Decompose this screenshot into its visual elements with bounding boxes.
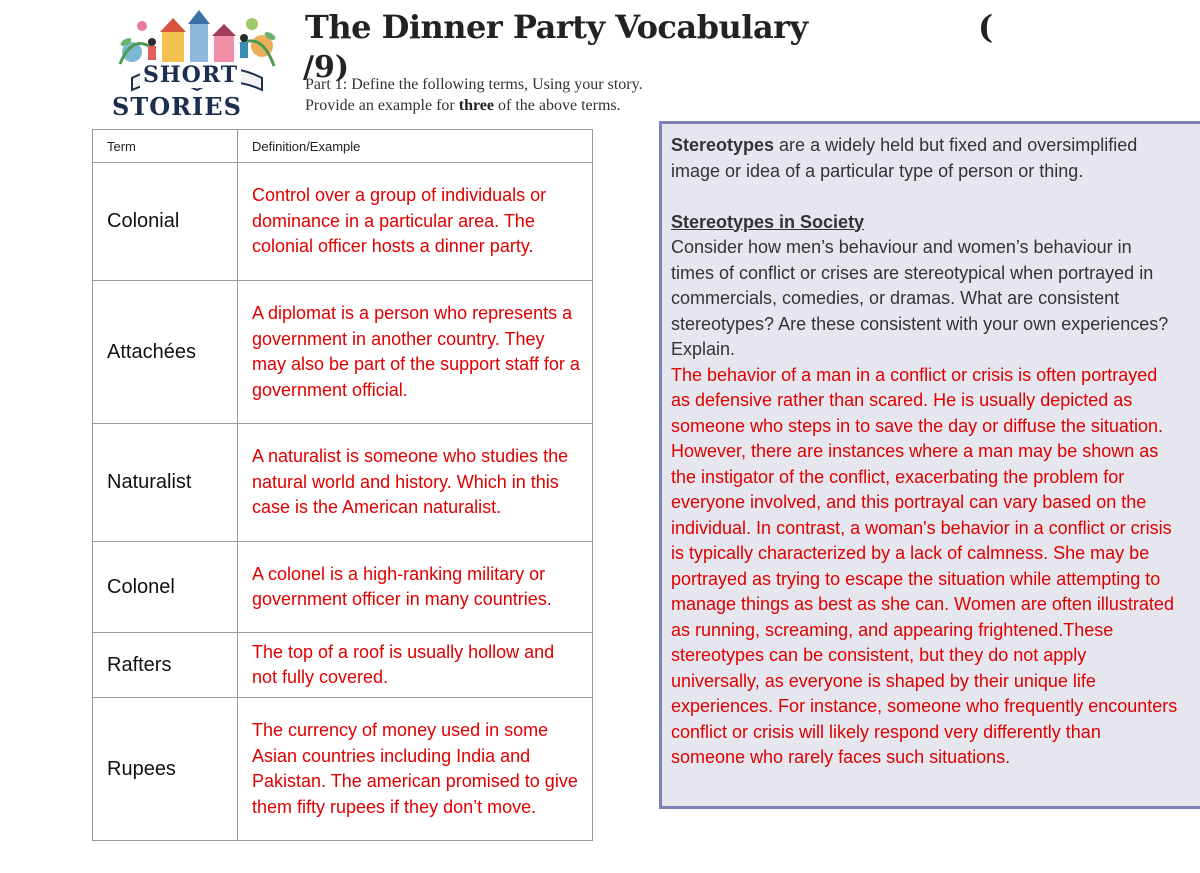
term-cell: Rupees — [93, 698, 238, 841]
answer-line: is typically characterized by a lack of calmness. She may be — [671, 543, 1150, 563]
definition-cell: A naturalist is someone who studies the natural world and history. Which in this case is the American naturalist. — [238, 424, 593, 542]
definition-cell: The top of a roof is usually hollow and not fully covered. — [238, 633, 593, 698]
definition-text: are a widely held but fixed and oversimplified — [774, 135, 1138, 155]
instruction-emphasis: three — [458, 97, 494, 114]
term-cell: Rafters — [93, 633, 238, 698]
table-row — [93, 281, 593, 424]
definition-cell: The currency of money used in some Asian countries including India and Pakistan. The american promised to give them fifty rupees if they don’t move. — [238, 698, 593, 841]
answer-line: However, there are instances where a man may be shown as — [671, 441, 1159, 461]
term-cell: Colonel — [93, 542, 238, 633]
answer-line: The behavior of a man in a conflict or crisis is often portrayed — [671, 364, 1158, 385]
table-row — [93, 633, 593, 698]
answer-line: portrayed as trying to escape the situation while attempting to — [671, 568, 1161, 589]
answer-line: experiences. For instance, someone who frequently encounters — [671, 696, 1178, 716]
answer-line: someone who steps in to save the day or diffuse the situation. — [671, 415, 1163, 436]
instruction-text-pre: Provide an example for — [305, 97, 459, 114]
term-cell: Attachées — [93, 281, 238, 424]
definition-cell: Control over a group of individuals or dominance in a particular area. The colonial officer hosts a dinner party. — [238, 163, 593, 281]
answer-line: stereotypes can be consistent, but they do not apply — [671, 645, 1087, 665]
answer-line: universally, as everyone is shaped by their unique life — [671, 670, 1096, 691]
logo-text-stories: STORIES — [112, 92, 242, 121]
definition-term: Stereotypes — [671, 135, 775, 155]
answer-line: as defensive rather than scared. He is usually depicted as — [671, 390, 1133, 410]
stereotypes-panel-content — [671, 133, 1200, 771]
logo-text-short: SHORT — [140, 62, 241, 88]
table-row — [93, 542, 593, 633]
prompt-line: Explain. — [671, 339, 736, 359]
answer-line: everyone involved, and this portrayal can vary based on the — [671, 492, 1147, 512]
column-header-definition: Definition/Example — [238, 130, 593, 163]
stereotypes-panel — [659, 121, 1200, 809]
spacer — [671, 184, 1200, 210]
table-header-row — [93, 130, 593, 163]
answer-line: someone who rarely faces such situations. — [671, 747, 1011, 767]
score-total: /9) — [303, 50, 350, 85]
answer-line: manage things as best as she can. Women are often illustrated — [671, 594, 1174, 614]
definition-cell: A diplomat is a person who represents a government in another country. They may also be part of the support staff for a government official. — [238, 281, 593, 424]
table-row — [93, 163, 593, 281]
table-row — [93, 698, 593, 841]
answer-line: individual. In contrast, a woman's behavior in a conflict or crisis — [671, 517, 1172, 538]
column-header-term: Term — [93, 130, 238, 163]
instruction-line-2 — [305, 97, 621, 115]
table-row — [93, 424, 593, 542]
vocabulary-table — [92, 129, 593, 841]
instruction-line-1: Part 1: Define the following terms, Using your story. — [305, 76, 643, 93]
prompt-line: commercials, comedies, or dramas. What are consistent — [671, 288, 1120, 308]
definition-line-2: image or idea of a particular type of person or thing. — [671, 160, 1084, 181]
prompt-line: times of conflict or crises are stereotypical when portrayed in — [671, 262, 1154, 283]
prompt-line: stereotypes? Are these consistent with your own experiences? — [671, 313, 1169, 334]
instruction-text-post: of the above terms. — [493, 97, 621, 114]
definition-line-1 — [671, 133, 1200, 159]
answer-line: as running, screaming, and appearing frightened.These — [671, 619, 1114, 640]
page-title: The Dinner Party Vocabulary — [305, 8, 808, 46]
answer-line: the instigator of the conflict, exacerbating the problem for — [671, 466, 1125, 487]
score-paren: ( — [978, 8, 994, 46]
answer-line: conflict or crisis will likely respond very differently than — [671, 721, 1101, 742]
term-cell: Naturalist — [93, 424, 238, 542]
short-stories-logo — [112, 4, 282, 122]
definition-cell: A colonel is a high-ranking military or government officer in many countries. — [238, 542, 593, 633]
section-heading: Stereotypes in Society — [671, 211, 865, 232]
prompt-line: Consider how men’s behaviour and women’s behaviour in — [671, 237, 1132, 257]
term-cell: Colonial — [93, 163, 238, 281]
